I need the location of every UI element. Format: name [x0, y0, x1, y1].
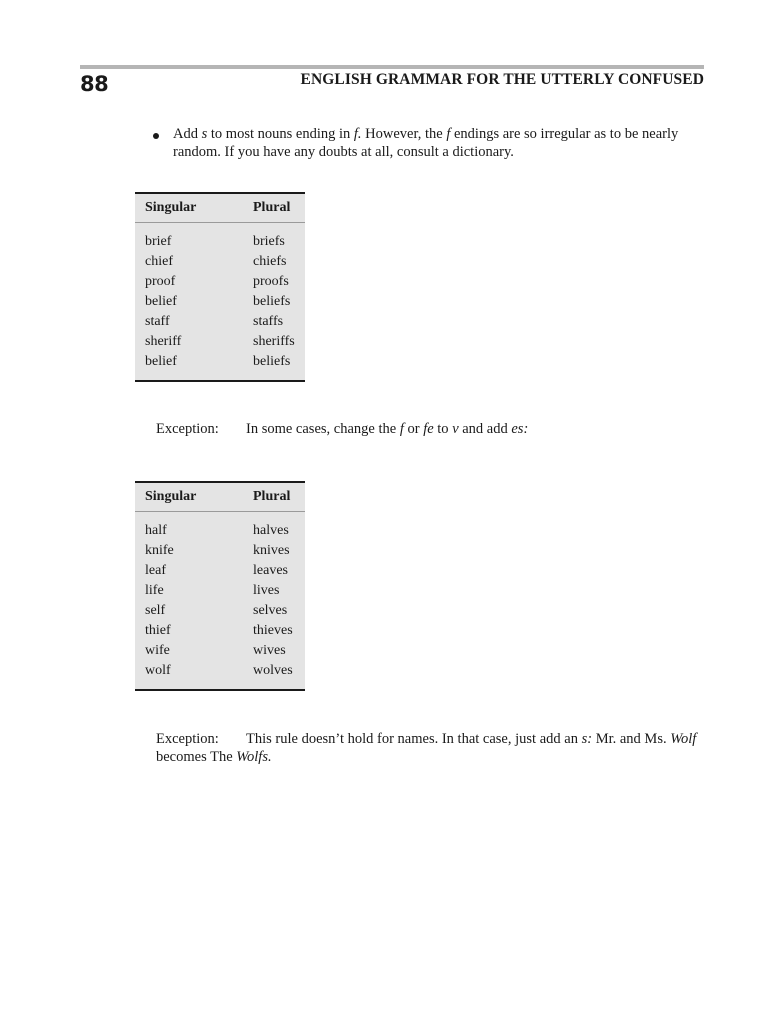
table-row [135, 581, 305, 601]
plural-cell: thieves [253, 623, 293, 638]
plural-table-v-endings [135, 481, 305, 691]
plural-cell: staffs [253, 314, 284, 329]
bullet-paragraph [156, 126, 704, 161]
exception-label: Exception: [156, 421, 219, 437]
bullet-icon [153, 133, 159, 139]
plural-cell: beliefs [253, 354, 291, 369]
header-singular: Singular [145, 489, 197, 504]
singular-cell: wife [145, 643, 170, 658]
singular-cell: brief [145, 234, 172, 249]
singular-cell: proof [145, 274, 176, 289]
table-row [135, 521, 305, 541]
plural-cell: chiefs [253, 254, 287, 269]
header-plural: Plural [253, 489, 291, 504]
table-row [135, 641, 305, 661]
running-head: ENGLISH GRAMMAR FOR THE UTTERLY CONFUSED [300, 71, 704, 88]
bullet-text: Add s to most nouns ending in f. However, the f endings are so irregular as to be nearly random. If you have any doubts at all, consult a dictionary. [173, 126, 679, 160]
singular-cell: knife [145, 543, 174, 558]
table-row [135, 352, 305, 372]
table-row [135, 232, 305, 252]
plural-cell: selves [253, 603, 288, 618]
exception-paragraph-2: Exception: This rule doesn’t hold for names. In that case, just add an s: Mr. and Ms. Wolf becomes The Wolfs. [156, 731, 697, 765]
table-row [135, 292, 305, 312]
table-row [135, 561, 305, 581]
singular-cell: wolf [145, 663, 171, 678]
singular-cell: belief [145, 354, 177, 369]
singular-cell: life [145, 583, 164, 598]
singular-cell: staff [145, 314, 170, 329]
plural-cell: proofs [253, 274, 289, 289]
singular-cell: half [145, 523, 167, 538]
table-header-row [135, 483, 305, 512]
singular-cell: thief [145, 623, 171, 638]
header-plural: Plural [253, 200, 291, 215]
table-body [135, 512, 305, 689]
plural-cell: briefs [253, 234, 285, 249]
table-header-row [135, 194, 305, 223]
page-number: 88 [80, 72, 109, 96]
singular-cell: self [145, 603, 166, 618]
plural-cell: lives [253, 583, 280, 598]
plural-cell: beliefs [253, 294, 291, 309]
header-rule [80, 65, 704, 69]
table-row [135, 621, 305, 641]
exception-paragraph-1: Exception: In some cases, change the f or fe to v and add es: [156, 421, 529, 437]
singular-cell: sheriff [145, 334, 182, 349]
plural-cell: wives [253, 643, 286, 658]
singular-cell: chief [145, 254, 173, 269]
table-row [135, 272, 305, 292]
header-singular: Singular [145, 200, 197, 215]
table-row [135, 332, 305, 352]
table-row [135, 541, 305, 561]
table-row [135, 661, 305, 681]
singular-cell: belief [145, 294, 177, 309]
exception-label: Exception: [156, 731, 219, 747]
table-row [135, 312, 305, 332]
plural-cell: halves [253, 523, 289, 538]
plural-cell: leaves [253, 563, 288, 578]
table-body [135, 223, 305, 380]
plural-cell: sheriffs [253, 334, 295, 349]
plural-cell: wolves [253, 663, 293, 678]
plural-cell: knives [253, 543, 290, 558]
table-row [135, 252, 305, 272]
plural-table-f-endings [135, 192, 305, 382]
singular-cell: leaf [145, 563, 166, 578]
table-row [135, 601, 305, 621]
